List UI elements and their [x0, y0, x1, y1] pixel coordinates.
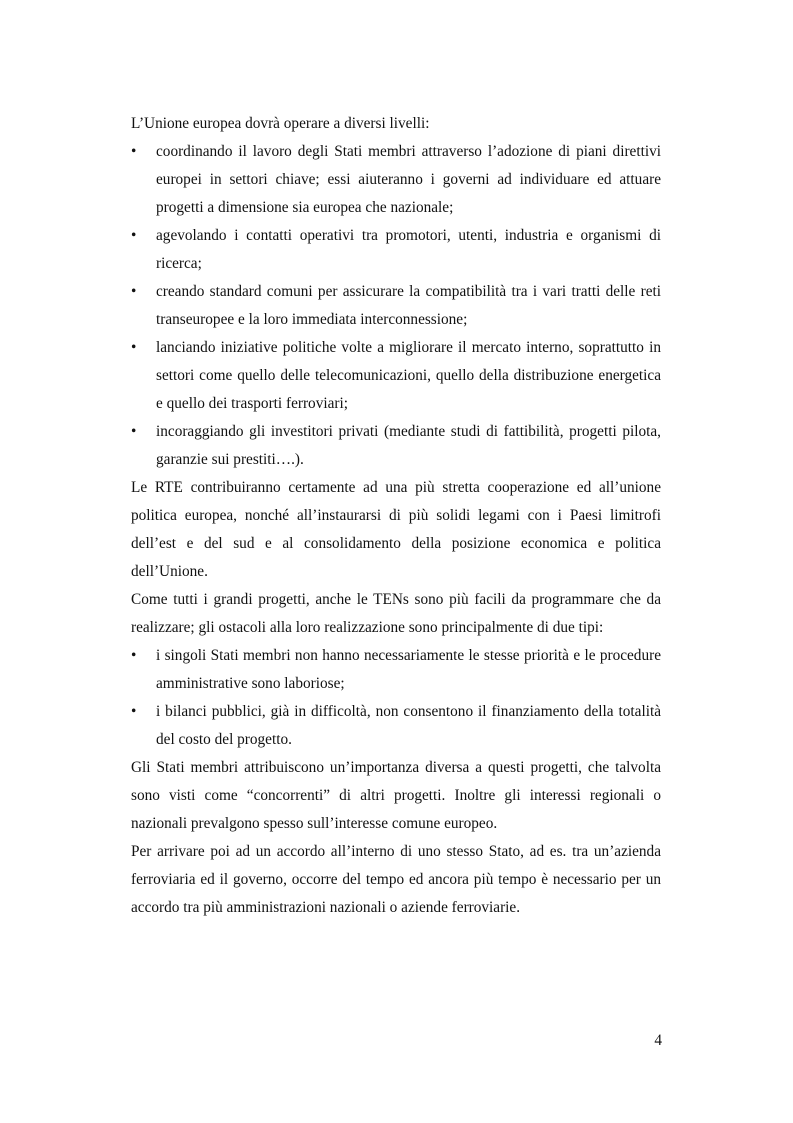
list-item-text: lanciando iniziative politiche volte a migliorare il mercato interno, soprattutto in settori come quello delle telecomunicazioni, quello della distribuzione energetica e quello dei trasporti ferroviari;	[156, 339, 661, 412]
bullet-list-levels	[131, 138, 661, 474]
bullet-icon: •	[131, 283, 137, 300]
accordo-paragraph: Per arrivare poi ad un accordo all’interno di uno stesso Stato, ad es. tra un’azienda ferroviaria ed il governo, occorre del tempo ed ancora più tempo è necessario per un accordo tra più amministrazioni nazionali o aziende ferroviarie.	[131, 843, 661, 916]
bullet-list-obstacles	[131, 642, 661, 754]
list-item	[131, 418, 661, 474]
page-number: 4	[654, 1032, 662, 1049]
list-item-text: i bilanci pubblici, già in difficoltà, non consentono il finanziamento della totalità del costo del progetto.	[156, 703, 661, 748]
list-item	[131, 642, 661, 698]
list-item	[131, 222, 661, 278]
bullet-icon: •	[131, 227, 137, 244]
stati-paragraph: Gli Stati membri attribuiscono un’importanza diversa a questi progetti, che talvolta sono visti come “concorrenti” di altri progetti. Inoltre gli interessi regionali o nazionali prevalgono spesso sull’interesse comune europeo.	[131, 759, 661, 832]
bullet-icon: •	[131, 143, 137, 160]
bullet-icon: •	[131, 647, 137, 664]
list-item-text: i singoli Stati membri non hanno necessariamente le stesse priorità e le procedure amministrative sono laboriose;	[156, 647, 661, 692]
list-item-text: agevolando i contatti operativi tra promotori, utenti, industria e organismi di ricerca;	[156, 227, 661, 272]
list-item	[131, 278, 661, 334]
list-item-text: incoraggiando gli investitori privati (mediante studi di fattibilità, progetti pilota, garanzie sui prestiti….).	[156, 423, 661, 468]
bullet-icon: •	[131, 423, 137, 440]
list-item	[131, 334, 661, 418]
tens-paragraph: Come tutti i grandi progetti, anche le TENs sono più facili da programmare che da realizzare; gli ostacoli alla loro realizzazione sono principalmente di due tipi:	[131, 591, 661, 636]
list-item	[131, 698, 661, 754]
page-body	[131, 110, 661, 922]
bullet-icon: •	[131, 703, 137, 720]
intro-paragraph: L’Unione europea dovrà operare a diversi livelli:	[131, 115, 430, 132]
list-item-text: creando standard comuni per assicurare la compatibilità tra i vari tratti delle reti transeuropee e la loro immediata interconnessione;	[156, 283, 661, 328]
rte-paragraph: Le RTE contribuiranno certamente ad una più stretta cooperazione ed all’unione politica europea, nonché all’instaurarsi di più solidi legami con i Paesi limitrofi dell’est e del sud e al consolidamento della posizione economica e politica dell’Unione.	[131, 479, 661, 580]
list-item	[131, 138, 661, 222]
bullet-icon: •	[131, 339, 137, 356]
list-item-text: coordinando il lavoro degli Stati membri attraverso l’adozione di piani direttivi europei in settori chiave; essi aiuteranno i governi ad individuare ed attuare progetti a dimensione sia europea che nazionale;	[156, 143, 661, 216]
